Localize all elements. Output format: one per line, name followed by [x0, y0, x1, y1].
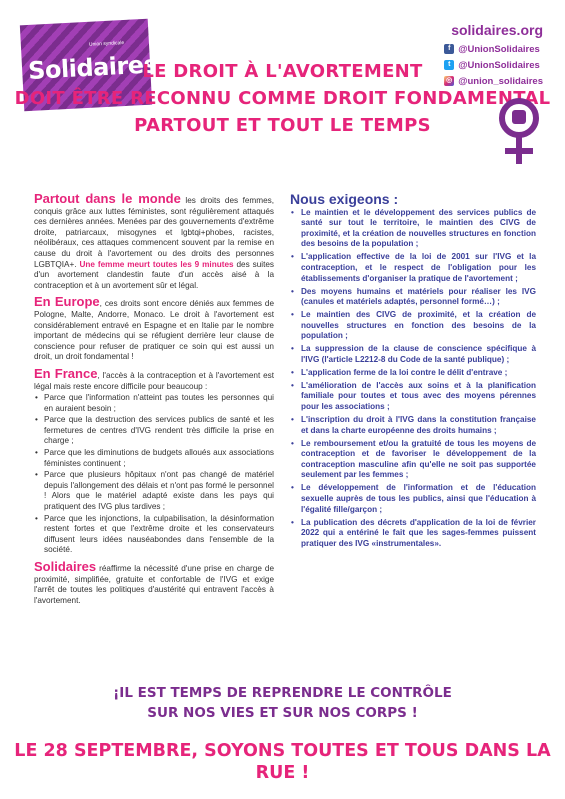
logo-subtitle: Union syndicale [88, 39, 125, 48]
list-item: • La publication des décrets d'application de la loi de février 2022 qui a entériné le fait que les sages-femmes puissent pratiquer des IVG «instrumentales». [290, 518, 536, 550]
list-item: • Parce que les injonctions, la culpabilisation, la désinformation restent fortes et que l'extrême droite et les conservateurs diffusent leurs idées nauséabondes dans l'ensemble de la société. [34, 514, 274, 556]
section-europe [34, 294, 274, 363]
logo-wordmark: Solidaires [27, 50, 159, 86]
lead-monde: Partout dans le monde [34, 191, 181, 206]
title-line-2: DOIT ÊTRE RECONNU COMME DROIT FONDAMENTAL [14, 88, 551, 109]
text-europe: , ces droits sont encore déniés aux femmes de Pologne, Malte, Andorre, Monaco. Le droit à l'avortement est considérablement entravé en Espagne et en Italie par le nombre important de médecins qui se réfugient derrière leur clause de conscience pour refuser de pratiquer ce soin qui est aussi un droit, un droit fondamental ! [34, 299, 274, 362]
list-item: • Le maintien et le développement des services publics de santé sur tout le territoire, le maintien des CIVG de proximité, et la création de nouvelles structures en fonction des besoins de la population ; [290, 208, 536, 250]
text-france: , l'accès à la contraception et à l'avortement est légal mais reste encore difficile pour beaucoup : [34, 370, 274, 391]
france-bullets [34, 393, 274, 556]
social-facebook[interactable] [444, 42, 543, 56]
list-item: • L'inscription du droit à l'IVG dans la constitution française et dans la charte européenne des droits humains ; [290, 415, 536, 436]
lead-europe: En Europe [34, 294, 100, 310]
list-item: • Le développement de l'information et de l'éducation sexuelle auprès de tous les publics, ainsi que l'éducation à l'égalité fille/garçon ; [290, 483, 536, 515]
list-item: • L'application ferme de la loi contre le délit d'entrave ; [290, 368, 536, 379]
instagram-icon: ◎ [446, 77, 453, 84]
section-france [34, 365, 274, 556]
lead-france: En France [34, 365, 98, 381]
slogan-line-2: SUR NOS VIES ET SUR NOS CORPS ! [147, 705, 418, 721]
site-url-link[interactable]: solidaires.org [451, 22, 543, 38]
text-solidaires: réaffirme la nécessité d'une prise en charge de proximité, simplifiée, gratuite et confortable de l'IVG et exige l'arrêt de toutes les politiques d'austérité qui entravent l'accès à l'avortement. [34, 564, 274, 605]
list-item: • Parce que l'information n'atteint pas toutes les personnes qui en auraient besoin ; [34, 393, 274, 414]
list-item: • L'amélioration de l'accès aux soins et à la planification familiale pour toutes et tous avec des moyens pérennes pour les associations ; [290, 381, 536, 413]
list-item: • L'application effective de la loi de 2001 sur l'IVG et la contraception, et le respect de l'obligation pour les établissements d'organiser la pratique de l'avortement ; [290, 252, 536, 284]
section-solidaires [34, 559, 274, 606]
section-monde [34, 191, 274, 291]
list-item: • La suppression de la clause de conscience spécifique à l'IVG (l'article L2212-8 du Code de la santé publique) ; [290, 344, 536, 365]
title-line-1: LE DROIT À L'AVORTEMENT [142, 61, 423, 82]
lead-solidaires: Solidaires [34, 559, 97, 574]
page-title [0, 58, 565, 139]
left-column [34, 191, 274, 612]
list-item: • Le maintien des CIVG de proximité, et la création de nouvelles structures en fonction des besoins de la population ; [290, 310, 536, 342]
slogan-control [0, 683, 565, 723]
highlight-monde: Une femme meurt toutes les 9 minutes [79, 259, 234, 269]
slogan-date: LE 28 SEPTEMBRE, SOYONS TOUTES ET TOUS DANS LA RUE ! [14, 741, 551, 783]
right-column [290, 191, 536, 552]
text-monde: les droits des femmes, conquis grâce aux luttes féministes, sont régulièrement attaqués ces dernières années. Menées par des gouvernements d'extrême droite, patriarcaux, misogynes et lgbtqi+phobes, racistes, néolibéraux, ces attaques commencent souvent par la remise en cause du droit à l'avortement ou des droits des personnes LGBTQIA+. [34, 196, 274, 269]
list-item: • Parce que plusieurs hôpitaux n'ont pas changé de matériel depuis l'allongement des délais et n'ont pas formé le personnel ! Alors que le matériel adapté existe dans les pays qui pratiquent des IVG plus tardives ; [34, 470, 274, 512]
twitter-handle: @UnionSolidaires [458, 59, 540, 71]
text-monde-2: des suites d'un avortement clandestin faute d'un accès aisé à la contraception et à un avortement sûr et légal. [34, 259, 274, 290]
slogan-line-1: ¡IL EST TEMPS DE REPRENDRE LE CONTRÔLE [113, 685, 452, 701]
demands-title: Nous exigeons : [290, 191, 399, 207]
instagram-handle: @union_solidaires [458, 75, 543, 87]
list-item: • Des moyens humains et matériels pour réaliser les IVG (canules et matériels adaptés, personnel formé…) ; [290, 287, 536, 308]
demands-list [290, 208, 536, 550]
title-line-3: PARTOUT ET TOUT LE TEMPS [134, 115, 431, 136]
list-item: • Parce que les diminutions de budgets alloués aux associations féministes continuent ; [34, 448, 274, 469]
feminist-symbol-icon [493, 96, 545, 166]
list-item: • Le remboursement et/ou la gratuité de tous les moyens de contraception et de favoriser le développement de la contraception masculine afin qu'elle ne soit pas supportée seulement par les femmes ; [290, 439, 536, 481]
list-item: • Parce que la destruction des services publics de santé et les fermetures de centres d'IVG rendent très difficile la prise en charge ; [34, 415, 274, 447]
twitter-icon: t [444, 60, 454, 70]
facebook-icon: f [444, 44, 454, 54]
facebook-handle: @UnionSolidaires [458, 43, 540, 55]
